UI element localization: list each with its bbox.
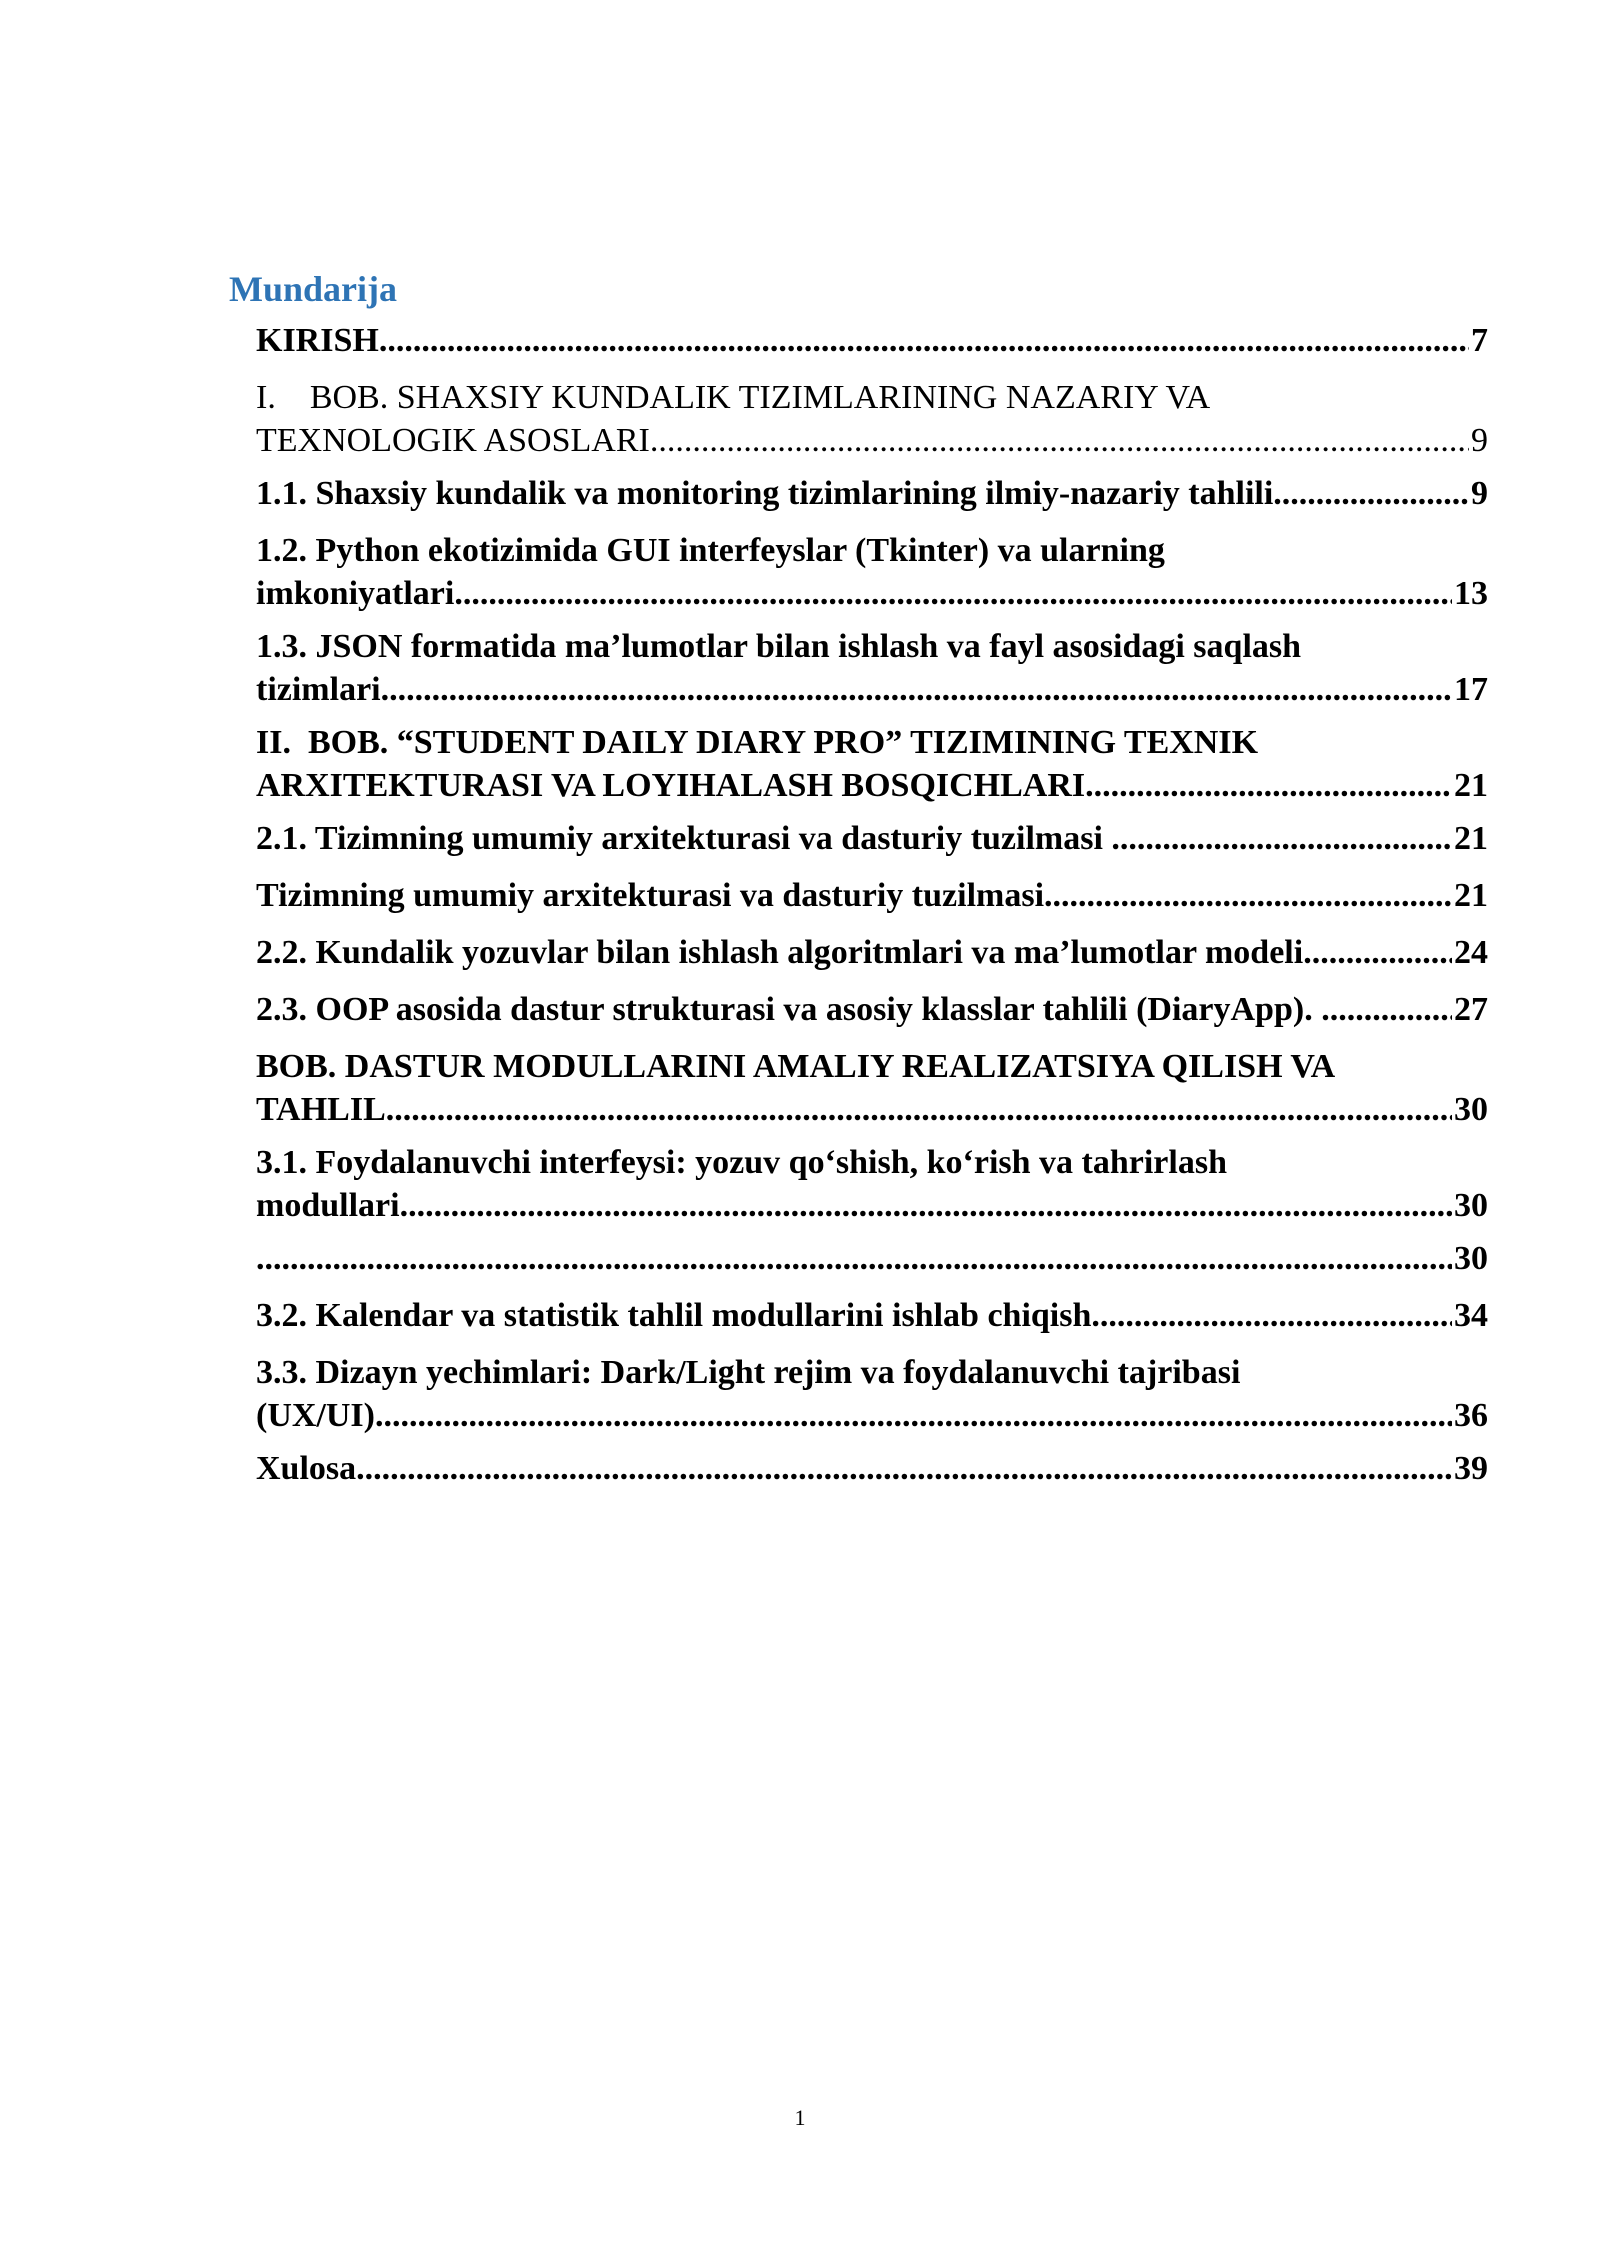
toc-dot-leader xyxy=(1273,472,1469,515)
toc-entry-2-1-repeat[interactable] xyxy=(256,874,1488,917)
toc-entry-1-3[interactable] xyxy=(256,625,1488,711)
toc-page-number: 9 xyxy=(1471,475,1488,512)
toc-dot-leader xyxy=(381,668,1452,711)
toc-entry-3-2[interactable] xyxy=(256,1294,1488,1337)
toc-entry-title-line: BOB. DASTUR MODULLARINI AMALIY REALIZATSIYA QILISH VA xyxy=(256,1048,1336,1085)
toc-dot-leader xyxy=(650,419,1469,462)
toc-entry-title-line: II. BOB. “STUDENT DAILY DIARY PRO” TIZIMINING TEXNIK xyxy=(256,724,1259,761)
toc-page-number: 7 xyxy=(1471,322,1488,359)
toc-page-number: 34 xyxy=(1454,1297,1488,1334)
toc-dot-leader xyxy=(375,1394,1452,1437)
toc-page-number: 30 xyxy=(1454,1240,1488,1277)
table-of-contents xyxy=(256,319,1488,1504)
toc-page-number: 30 xyxy=(1454,1187,1488,1224)
toc-entry-title: (UX/UI) xyxy=(256,1397,375,1434)
toc-dot-leader xyxy=(1044,874,1452,917)
toc-entry-title: tizimlari xyxy=(256,671,381,708)
toc-entry-3-3[interactable] xyxy=(256,1351,1488,1437)
toc-entry-xulosa[interactable] xyxy=(256,1447,1488,1490)
toc-dot-leader xyxy=(256,1237,1452,1280)
toc-dot-leader xyxy=(1303,931,1452,974)
toc-entry-kirish[interactable] xyxy=(256,319,1488,362)
toc-entry-title: KIRISH xyxy=(256,322,379,359)
toc-entry-title: modullari xyxy=(256,1187,400,1224)
toc-dot-leader xyxy=(379,319,1469,362)
toc-page-number: 39 xyxy=(1454,1450,1488,1487)
toc-dot-leader xyxy=(1111,817,1452,860)
toc-entry-title-line: I. BOB. SHAXSIY KUNDALIK TIZIMLARINING NAZARIY VA xyxy=(256,379,1211,416)
toc-entry-title-line: 1.3. JSON formatida ma’lumotlar bilan ishlash va fayl asosidagi saqlash xyxy=(256,628,1302,665)
toc-entry-title: 2.1. Tizimning umumiy arxitekturasi va dasturiy tuzilmasi xyxy=(256,820,1112,857)
toc-entry-title: Xulosa xyxy=(256,1450,357,1487)
toc-dot-leader xyxy=(454,572,1452,615)
toc-heading: Mundarija xyxy=(229,269,398,309)
toc-entry-chapter-2[interactable] xyxy=(256,721,1488,807)
toc-entry-title: TAHLIL xyxy=(256,1091,386,1128)
toc-dot-leader xyxy=(386,1088,1452,1131)
toc-entry-title: 1.1. Shaxsiy kundalik va monitoring tizimlarining ilmiy-nazariy tahlili xyxy=(256,475,1274,512)
toc-page-number: 21 xyxy=(1454,820,1488,857)
toc-dot-leader xyxy=(1091,1294,1452,1337)
toc-dot-leader xyxy=(400,1184,1452,1227)
toc-entry-2-1[interactable] xyxy=(256,817,1488,860)
toc-dot-leader xyxy=(356,1447,1452,1490)
toc-entry-2-2[interactable] xyxy=(256,931,1488,974)
toc-entry-title: 3.2. Kalendar va statistik tahlil modullarini ishlab chiqish xyxy=(256,1297,1092,1334)
toc-dot-leader xyxy=(1321,988,1452,1031)
toc-page-number: 27 xyxy=(1454,991,1488,1028)
toc-dot-leader xyxy=(1085,764,1452,807)
toc-entry-title: imkoniyatlari xyxy=(256,575,455,612)
toc-entry-1-2[interactable] xyxy=(256,529,1488,615)
toc-entry-title: TEXNOLOGIK ASOSLARI xyxy=(256,422,650,459)
toc-entry-chapter-1[interactable] xyxy=(256,376,1488,462)
toc-page-number: 17 xyxy=(1454,671,1488,708)
toc-page-number: 9 xyxy=(1471,422,1488,459)
toc-entry-untitled[interactable] xyxy=(256,1237,1488,1280)
toc-entry-title-line: 3.3. Dizayn yechimlari: Dark/Light rejim va foydalanuvchi tajribasi xyxy=(256,1354,1241,1391)
toc-page-number: 13 xyxy=(1454,575,1488,612)
page-number: 1 xyxy=(794,2105,806,2130)
toc-entry-title-line: 1.2. Python ekotizimida GUI interfeyslar (Tkinter) va ularning xyxy=(256,532,1165,569)
toc-entry-title: Tizimning umumiy arxitekturasi va dasturiy tuzilmasi xyxy=(256,877,1045,914)
toc-page-number: 24 xyxy=(1454,934,1488,971)
toc-page-number: 36 xyxy=(1454,1397,1488,1434)
toc-entry-title: 2.3. OOP asosida dastur strukturasi va asosiy klasslar tahlili (DiaryApp). xyxy=(256,991,1322,1028)
toc-page-number: 30 xyxy=(1454,1091,1488,1128)
toc-entry-title: 2.2. Kundalik yozuvlar bilan ishlash algoritmlari va ma’lumotlar modeli xyxy=(256,934,1304,971)
toc-entry-2-3[interactable] xyxy=(256,988,1488,1031)
toc-entry-title: ARXITEKTURASI VA LOYIHALASH BOSQICHLARI xyxy=(256,767,1086,804)
toc-entry-3-1[interactable] xyxy=(256,1141,1488,1227)
toc-page-number: 21 xyxy=(1454,767,1488,804)
toc-entry-title-line: 3.1. Foydalanuvchi interfeysi: yozuv qo‘shish, ko‘rish va tahrirlash xyxy=(256,1144,1227,1181)
toc-entry-chapter-3[interactable] xyxy=(256,1045,1488,1131)
toc-entry-1-1[interactable] xyxy=(256,472,1488,515)
toc-page-number: 21 xyxy=(1454,877,1488,914)
